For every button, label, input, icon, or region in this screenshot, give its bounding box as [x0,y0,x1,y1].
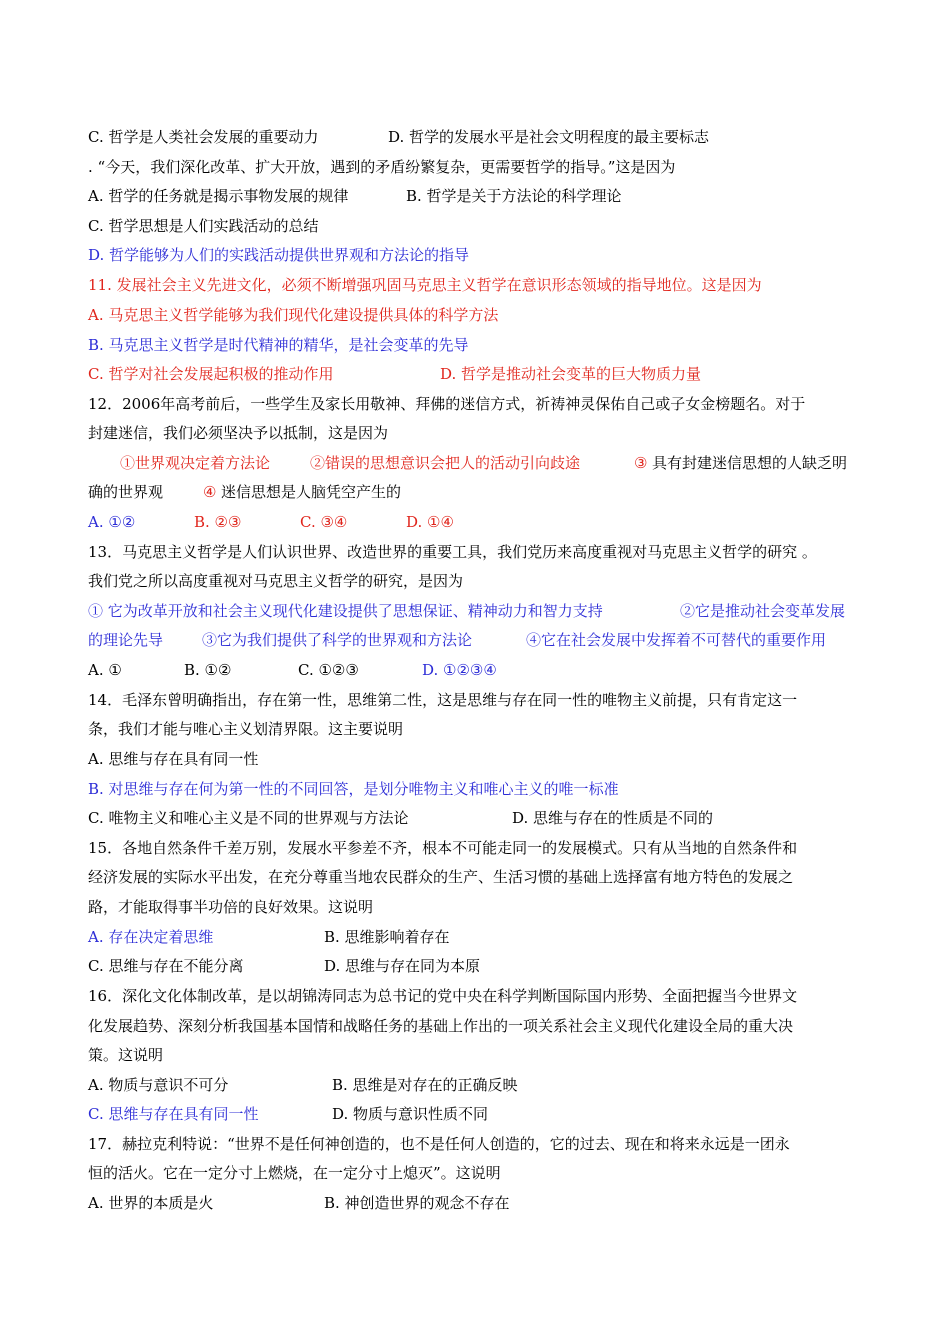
text-segment: B. 神创造世界的观念不存在 [324,1194,510,1212]
text-segment: 11. 发展社会主义先进文化，必须不断增强巩固马克思主义哲学在意识形态领域的指导地位。这是因为 [88,276,762,294]
text-segment: 具有封建迷信思想的人缺乏明 [652,454,848,472]
text-segment: B. 思维影响着存在 [324,928,450,946]
text-segment: 恒的活火。它在一定分寸上燃烧，在一定分寸上熄灭”。这说明 [88,1164,501,1182]
text-segment: 迷信思想是人脑凭空产生的 [221,483,402,501]
text-segment: D. 哲学的发展水平是社会文明程度的最主要标志 [388,128,710,146]
text-segment: 条，我们才能与唯心主义划清界限。这主要说明 [88,720,404,738]
text-segment: A. 物质与意识不可分 [88,1076,229,1094]
text-segment: D. 物质与意识性质不同 [332,1105,489,1123]
text-segment: ②它是推动社会变革发展 [680,602,846,620]
text-segment: B. 哲学是关于方法论的科学理论 [406,187,622,205]
text-segment: A. 马克思主义哲学能够为我们现代化建设提供具体的科学方法 [88,306,499,324]
text-segment: ④它在社会发展中发挥着不可替代的重要作用 [526,631,827,649]
text-segment: D. 思维与存在同为本原 [324,957,481,975]
text-segment: B. 马克思主义哲学是时代精神的精华，是社会变革的先导 [88,336,469,354]
text-segment: C. 哲学对社会发展起积极的推动作用 [88,365,334,383]
text-segment: C. ①②③ [298,661,359,679]
text-segment: 14．毛泽东曾明确指出，存在第一性，思维第二性，这是思维与存在同一性的唯物主义前提，只有肯定这一 [88,691,798,709]
text-segment: C. ③④ [300,513,348,531]
text-segment: . “今天，我们深化改革、扩大开放，遇到的矛盾纷繁复杂，更需要哲学的指导。”这是因为 [88,158,676,176]
text-segment: A. 思维与存在具有同一性 [88,750,259,768]
text-segment: A. 世界的本质是火 [88,1194,214,1212]
text-segment: 15．各地自然条件千差万别，发展水平参差不齐，根本不可能走同一的发展模式。只有从当地的自然条件和 [88,839,798,857]
text-segment: 封建迷信，我们必须坚决予以抵制，这是因为 [88,424,389,442]
text-segment: 经济发展的实际水平出发，在充分尊重当地农民群众的生产、生活习惯的基础上选择富有地方特色的发展之 [88,868,794,886]
text-segment: 化发展趋势、深刻分析我国基本国情和战略任务的基础上作出的一项关系社会主义现代化建设全局的重大决 [88,1017,794,1035]
text-segment: C. 思维与存在不能分离 [88,957,244,975]
text-segment: 确的世界观 [88,483,164,501]
text-segment: ③它为我们提供了科学的世界观和方法论 [202,631,473,649]
text-segment: 17．赫拉克利特说：“世界不是任何神创造的，也不是任何人创造的，它的过去、现在和将来永远是一团永 [88,1135,790,1153]
text-segment: A. ①② [88,513,136,531]
text-segment: B. 思维是对存在的正确反映 [332,1076,518,1094]
text-segment: D. 哲学是推动社会变革的巨大物质力量 [440,365,702,383]
text-segment: D. 哲学能够为人们的实践活动提供世界观和方法论的指导 [88,246,470,264]
text-segment: C. 唯物主义和唯心主义是不同的世界观与方法论 [88,809,409,827]
text-segment: 策。这说明 [88,1046,164,1064]
text-segment: C. 哲学是人类社会发展的重要动力 [88,128,319,146]
text-segment: 16．深化文化体制改革，是以胡锦涛同志为总书记的党中央在科学判断国际国内形势、全面把握当今世界文 [88,987,798,1005]
text-segment: 的理论先导 [88,631,164,649]
text-segment: A. 存在决定着思维 [88,928,214,946]
text-segment: ① 它为改革开放和社会主义现代化建设提供了思想保证、精神动力和智力支持 [88,602,603,620]
text-segment: ①世界观决定着方法论 [120,454,271,472]
text-segment: D. ①②③④ [422,661,497,679]
text-segment: B. ②③ [194,513,242,531]
text-segment: 路，才能取得事半功倍的良好效果。这说明 [88,898,374,916]
text-segment: C. 哲学思想是人们实践活动的总结 [88,217,319,235]
text-segment: D. ①④ [406,513,454,531]
text-segment: B. ①② [184,661,232,679]
text-segment: ③ [634,454,648,472]
text-segment: C. 思维与存在具有同一性 [88,1105,259,1123]
text-segment: D. 思维与存在的性质是不同的 [512,809,714,827]
text-segment: A. 哲学的任务就是揭示事物发展的规律 [88,187,349,205]
text-segment: ②错误的思想意识会把人的活动引向歧途 [310,454,581,472]
text-segment: ④ [203,483,217,501]
text-segment: 12．2006年高考前后，一些学生及家长用敬神、拜佛的迷信方式，祈祷神灵保佑自己或子女金榜题名。对于 [88,395,806,413]
text-segment: 我们党之所以高度重视对马克思主义哲学的研究，是因为 [88,572,464,590]
text-segment: A. ① [88,661,122,679]
text-segment: 13．马克思主义哲学是人们认识世界、改造世界的重要工具，我们党历来高度重视对马克思主义哲学的研究 。 [88,543,817,561]
text-segment: B. 对思维与存在何为第一性的不同回答，是划分唯物主义和唯心主义的唯一标准 [88,780,619,798]
